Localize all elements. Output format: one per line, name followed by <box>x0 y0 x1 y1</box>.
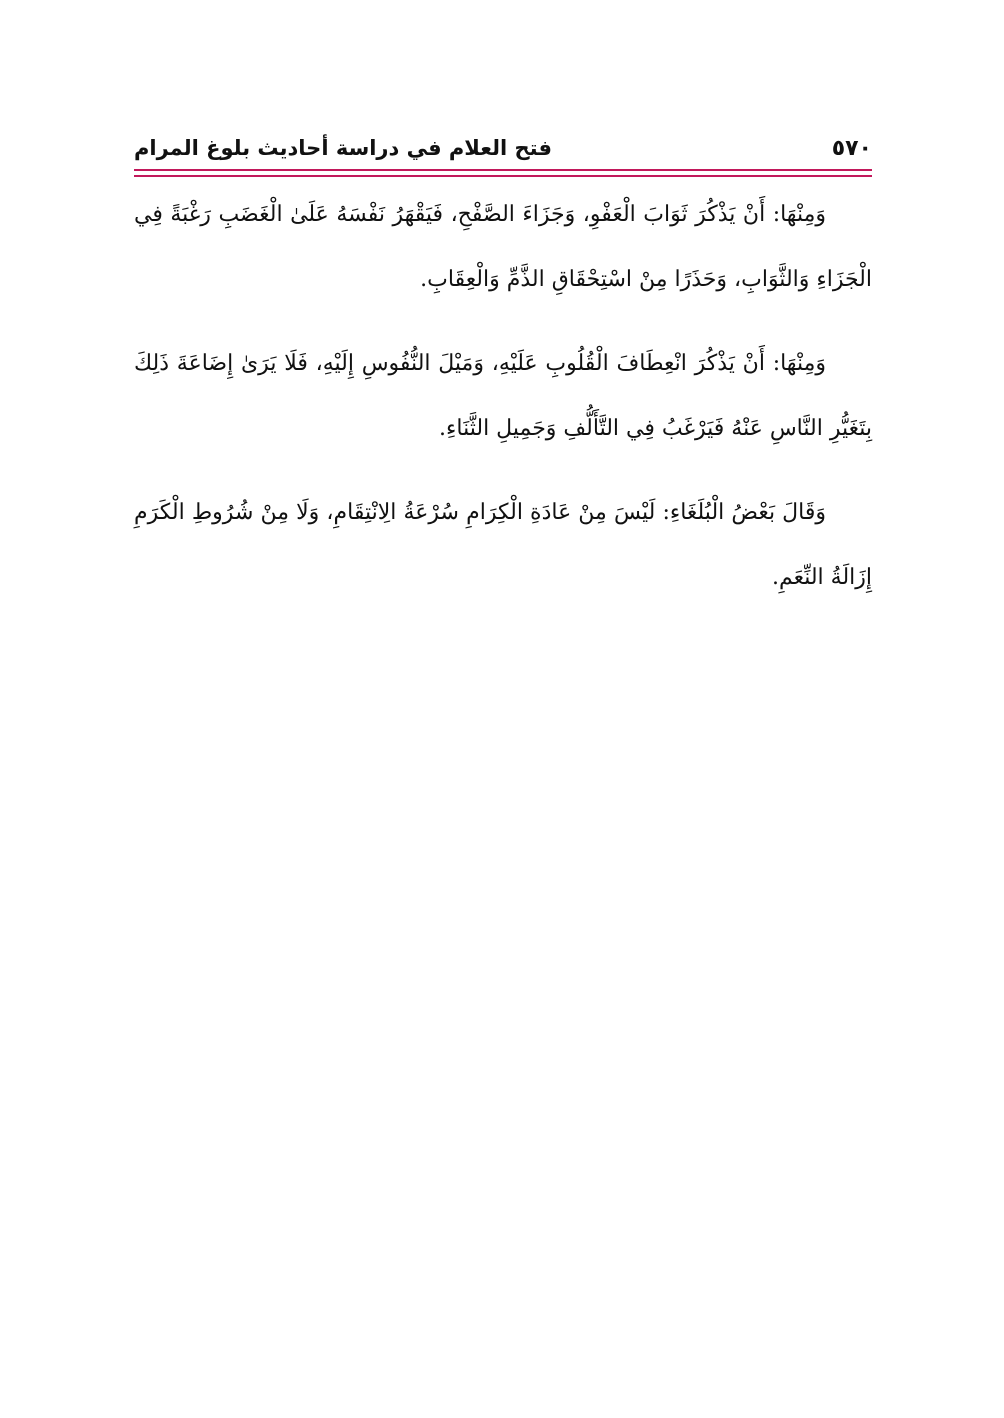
paragraph-3: وَقَالَ بَعْضُ الْبُلَغَاءِ: لَيْسَ مِنْ عَادَةِ الْكِرَامِ سُرْعَةُ الِانْتِقَامِ، وَلَا مِنْ شُرُوطِ الْكَرَمِ إِزَالَةُ النِّعَمِ. <box>134 500 872 590</box>
running-header <box>134 128 872 168</box>
paragraph-2: وَمِنْهَا: أَنْ يَذْكُرَ انْعِطَافَ الْقُلُوبِ عَلَيْهِ، وَمَيْلَ النُّفُوسِ إِلَيْهِ، فَلَا يَرَىٰ إِضَاعَةَ ذَلِكَ بِتَغَيُّرِ النَّاسِ عَنْهُ فَيَرْغَبُ فِي التَّأَلُّفِ وَجَمِيلِ الثَّنَاءِ. <box>134 351 872 441</box>
header-rule-bottom <box>134 175 872 177</box>
book-title: فتح العلام في دراسة أحاديث بلوغ المرام <box>134 136 552 160</box>
header-rule-top <box>134 169 872 171</box>
body-text <box>134 182 872 629</box>
paragraph-1: وَمِنْهَا: أَنْ يَذْكُرَ ثَوَابَ الْعَفْوِ، وَجَزَاءَ الصَّفْحِ، فَيَقْهَرُ نَفْسَهُ عَلَىٰ الْغَضَبِ رَغْبَةً فِي الْجَزَاءِ وَالثَّوَابِ، وَحَذَرًا مِنْ اسْتِحْقَاقِ الذَّمِّ وَالْعِقَابِ. <box>134 202 872 292</box>
page-number: ٥٧٠ <box>831 135 872 161</box>
